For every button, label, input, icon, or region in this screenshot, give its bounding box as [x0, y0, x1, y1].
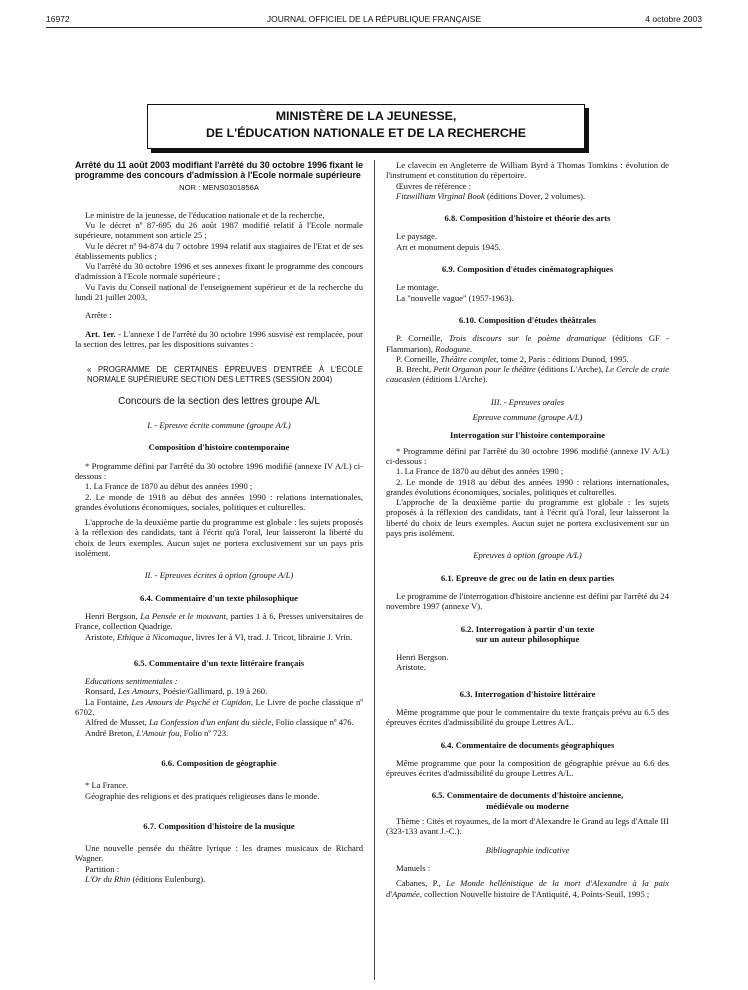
programme-line: Art et monument depuis 1945. — [396, 241, 501, 252]
programme-paragraph: * Programme défini par l'arrêté du 30 octobre 1996 modifié (annexe IV A/L) ci-dessous : — [75, 460, 363, 481]
heading-6-8: 6.8. Composition d'histoire et théorie des arts — [444, 213, 611, 224]
programme-line: Le montage. — [396, 282, 439, 293]
heading-6-10: 6.10. Composition d'études théâtrales — [458, 314, 597, 325]
article-1 — [75, 329, 363, 350]
part-3-subheading: Epreuve commune (groupe A/L) — [472, 412, 583, 423]
part-2-heading: II. - Epreuves écrites à option (groupe A/L) — [144, 570, 294, 581]
heading-6-2-line-1: 6.2. Interrogation à partir d'un texte — [460, 623, 595, 634]
reference-line: P. Corneille, Trois discours sur le poème dramatique (éditions GF - Flammarion), Rodogune. — [386, 333, 669, 354]
reference-line: Henri Bergson, La Pensée et le mouvant, parties 1 à 6, Presses universitaires de France, collection Quadrige. — [75, 610, 364, 632]
programme-paragraph: * Programme défini par l'arrêté du 30 octobre 1996 modifié (annexe IV A/L) ci-dessous : — [386, 445, 669, 466]
visa-paragraph: Vu l'avis du Conseil national de l'enseignement supérieur et de la recherche du lundi 21 juillet 2003, — [75, 281, 363, 303]
visa-paragraph: Vu le décret nº 87-695 du 26 août 1987 modifié relatif à l'Ecole normale supérieure, notamment son article 25 ; — [75, 220, 363, 241]
programme-line: Manuels : — [396, 862, 431, 873]
programme-line: Le programme de l'interrogation d'histoire ancienne est défini par l'arrêté du 24 novembre 1997 (annexe V). — [386, 590, 669, 612]
programme-line: Même programme que pour le commentaire du texte français prévu au 6.5 des épreuves écrites d'admissibilité du groupe Lettres A/L. — [386, 706, 669, 728]
programme-line: Une nouvelle pensée du théâtre lyrique : les drames musicaux de Richard Wagner. — [75, 843, 363, 864]
part-3-heading: III. - Epreuves orales — [490, 396, 565, 407]
reference-line: André Breton, L'Amour fou, Folio nº 723. — [85, 727, 229, 738]
header-rule — [46, 27, 702, 28]
programme-line: Géographie des religions et des pratiques religieuses dans le monde. — [85, 790, 320, 801]
heading-histoire-contemporaine: Composition d'histoire contemporaine — [148, 442, 290, 453]
programme-heading: « PROGRAMME DE CERTAINES ÉPREUVES D'ENTRÉE À L'ÉCOLE NORMALE SUPÉRIEURE SECTION DES LETTRES (SESSION 2004) — [87, 365, 363, 384]
programme-line: Le paysage. — [396, 231, 438, 242]
article-1-label: Art. 1er. — [85, 328, 116, 339]
programme-line: Henri Bergson. — [396, 652, 449, 663]
heading-6-4: 6.4. Commentaire de documents géographiques — [440, 739, 615, 750]
heading-6-7: 6.7. Composition d'histoire de la musique — [143, 820, 295, 831]
reference-line: Educations sentimentales : — [85, 676, 178, 687]
heading-6-1: 6.1. Epreuve de grec ou de latin en deux parties — [440, 572, 615, 583]
left-column — [75, 160, 363, 884]
heading-interrogation-histoire: Interrogation sur l'histoire contemporaine — [450, 430, 605, 441]
heading-6-3: 6.3. Interrogation d'histoire littéraire — [459, 688, 596, 699]
decree-title: Arrêté du 11 août 2003 modifiant l'arrêté du 30 octobre 1996 fixant le programme des concours d'admission à l'Ecole normale supérieure — [75, 160, 363, 181]
journal-title: JOURNAL OFFICIEL DE LA RÉPUBLIQUE FRANÇAISE — [266, 14, 482, 24]
heading-6-5: 6.5. Commentaire d'un texte littéraire français — [133, 657, 305, 668]
visa-paragraph: Le ministre de la jeunesse, de l'éducation nationale et de la recherche, — [85, 209, 325, 220]
heading-6-4: 6.4. Commentaire d'un texte philosophique — [140, 592, 298, 603]
nor-reference: NOR : MENS0301856A — [179, 183, 259, 193]
reference-line: P. Corneille, Théâtre complet, tome 2, Paris : éditions Dunod, 1995. — [396, 353, 629, 364]
column-separator — [374, 160, 375, 980]
ministry-box — [147, 104, 585, 149]
approche-paragraph: L'approche de la deuxième partie du programme est globale : les sujets proposés à la réflexion des candidats, tant à l'écrit qu'à l'oral, leur laisseront la liberté du choix de leurs exemples. Aucun sujet ne portera exclusivement sur un pays pris isolément. — [386, 497, 669, 539]
heading-6-6: 6.6. Composition de géographie — [161, 757, 277, 768]
programme-item: 2. Le monde de 1918 au début des années 1990 : relations internationales, grandes évolutions économiques, sociales, politiques et culturelles. — [75, 491, 363, 512]
page-header — [46, 12, 702, 26]
arrete-line: Arrête : — [85, 310, 112, 321]
approche-paragraph: L'approche de la deuxième partie du programme est globale : les sujets proposés à la réflexion des candidats, tant à l'écrit qu'à l'oral, leur laisseront la liberté du choix de leurs exemples. Aucun sujet ne portera exclusivement sur un pays pris isolément. — [75, 517, 363, 559]
heading-6-9: 6.9. Composition d'études cinématographiques — [441, 264, 614, 275]
programme-line: Aristote. — [396, 662, 426, 673]
programme-line: Œuvres de référence : — [396, 180, 472, 191]
reference-line: Alfred de Musset, La Confession d'un enfant du siècle, Folio classique nº 476. — [85, 717, 354, 728]
issue-date: 4 octobre 2003 — [645, 14, 702, 24]
page-number: 16972 — [46, 14, 70, 24]
reference-line: L'Or du Rhin (éditions Eulenburg). — [85, 873, 206, 884]
visa-paragraph: Vu le décret nº 94-874 du 7 octobre 1994 relatif aux stagiaires de l'Etat et de ses établissements publics ; — [75, 240, 363, 261]
heading-6-2-line-2: sur un auteur philosophique — [475, 633, 580, 644]
reference-line: La Fontaine, Les Amours de Psyché et Cupidon, Le Livre de poche classique nº 6702. — [75, 696, 363, 718]
ministry-line-2: DE L'ÉDUCATION NATIONALE ET DE LA RECHERCHE — [205, 126, 527, 140]
programme-line: * La France. — [85, 780, 129, 791]
part-1-heading: I. - Epreuve écrite commune (groupe A/L) — [147, 420, 291, 431]
reference-line: Cabanes, P., Le Monde hellénistique de la mort d'Alexandre à la paix d'Apamée, collection Nouvelle histoire de l'Antiquité, 4, Points-Seuil, 1995 ; — [386, 878, 669, 899]
programme-line: Partition : — [85, 863, 120, 874]
section-title: Concours de la section des lettres groupe A/L — [118, 396, 320, 408]
programme-line: Le clavecin en Angleterre de William Byrd à Thomas Tomkins : évolution de l'instrument et constitution du répertoire. — [386, 160, 669, 181]
heading-6-5-line-2: médiévale ou moderne — [486, 800, 569, 811]
bibliography-heading: Bibliographie indicative — [485, 844, 570, 855]
heading-6-5-line-1: 6.5. Commentaire de documents d'histoire ancienne, — [431, 790, 624, 801]
reference-line: B. Brecht, Petit Organon pour le théâtre (éditions L'Arche), Le Cercle de craie caucasien (éditions L'Arche). — [386, 364, 669, 385]
programme-item: 1. La France de 1870 au début des années 1990 ; — [396, 466, 564, 477]
programme-line: La "nouvelle vague" (1957-1963). — [396, 292, 514, 303]
visa-paragraph: Vu l'arrêté du 30 octobre 1996 et ses annexes fixant le programme des concours d'admission à l'Ecole normale supérieure ; — [75, 261, 363, 282]
reference-line: Fitzwilliam Virginal Book (éditions Dover, 2 volumes). — [396, 190, 586, 201]
reference-line: Aristote, Ethique à Nicomaque, livres Ier à VI, trad. J. Tricot, librairie J. Vrin. — [85, 631, 353, 642]
right-column — [386, 160, 669, 899]
reference-line: Ronsard, Les Amours, Poésie/Gallimard, p. 19 à 260. — [85, 686, 268, 697]
theme-line: Thème : Cités et royaumes, de la mort d'Alexandre le Grand au legs d'Attale III (323-133 avant J.-C.). — [386, 816, 669, 837]
article-1-text: - L'annexe I de l'arrêté du 30 octobre 1996 susvisé est remplacée, pour la section des lettres, par les dispositions suivantes : — [75, 328, 364, 349]
programme-item: 2. Le monde de 1918 au début des années 1990 : relations internationales, grandes évolutions économiques, sociales, politiques et culturelles. — [386, 476, 669, 497]
programme-line: Même programme que pour la composition de géographie prévue au 6.6 des épreuves écrites d'admissibilité du groupe Lettres A/L. — [386, 757, 669, 779]
programme-item: 1. La France de 1870 au début des années 1990 ; — [85, 481, 253, 492]
option-heading: Epreuves à option (groupe A/L) — [473, 550, 582, 561]
ministry-line-1: MINISTÈRE DE LA JEUNESSE, — [275, 109, 457, 123]
